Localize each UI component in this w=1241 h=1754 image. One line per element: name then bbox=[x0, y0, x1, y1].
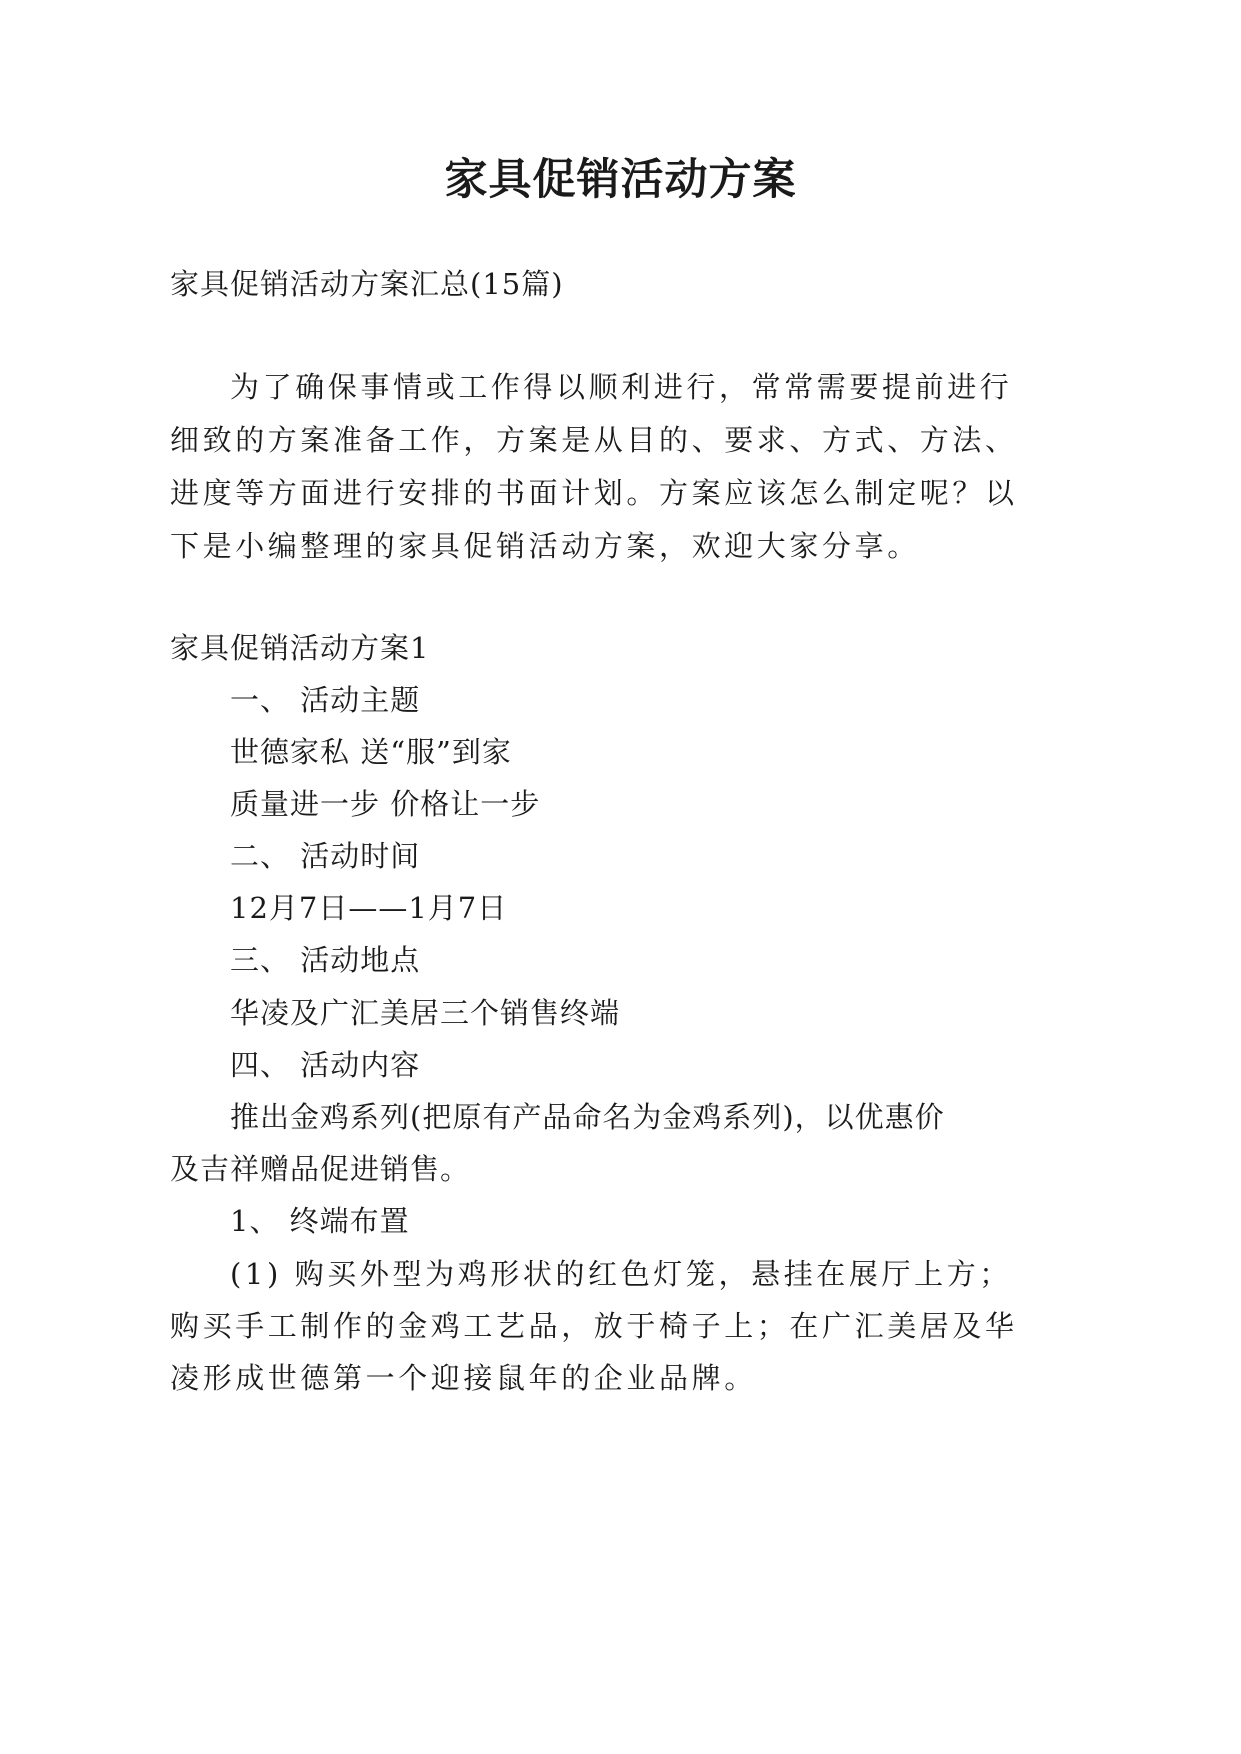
intro-line-3: 进度等方面进行安排的书面计划。方案应该怎么制定呢？以 bbox=[170, 476, 1018, 510]
theme-line-2: 质量进一步 价格让一步 bbox=[230, 787, 541, 821]
time-heading: 二、 活动时间 bbox=[230, 839, 421, 873]
intro-line-2: 细致的方案准备工作，方案是从目的、要求、方式、方法、 bbox=[170, 423, 1018, 457]
layout-heading: 1、 终端布置 bbox=[230, 1204, 410, 1238]
place-heading: 三、 活动地点 bbox=[230, 943, 421, 977]
layout-line-1: (1) 购买外型为鸡形状的红色灯笼，悬挂在展厅上方； bbox=[230, 1257, 1012, 1291]
section-heading: 家具促销活动方案1 bbox=[170, 631, 430, 665]
document-title: 家具促销活动方案 bbox=[444, 155, 797, 205]
time-value: 12月7日——1月7日 bbox=[230, 891, 508, 925]
document-subtitle: 家具促销活动方案汇总(15篇) bbox=[170, 267, 564, 301]
content-heading: 四、 活动内容 bbox=[230, 1048, 421, 1082]
layout-line-3: 凌形成世德第一个迎接鼠年的企业品牌。 bbox=[170, 1361, 757, 1395]
content-line-2: 及吉祥赠品促进销售。 bbox=[170, 1152, 471, 1186]
place-value: 华凌及广汇美居三个销售终端 bbox=[230, 996, 621, 1030]
theme-heading: 一、 活动主题 bbox=[230, 683, 421, 717]
theme-line-1: 世德家私 送“服”到家 bbox=[230, 735, 512, 769]
intro-line-4: 下是小编整理的家具促销活动方案，欢迎大家分享。 bbox=[170, 529, 920, 563]
intro-line-1: 为了确保事情或工作得以顺利进行，常常需要提前进行 bbox=[230, 370, 1013, 404]
layout-line-2: 购买手工制作的金鸡工艺品，放于椅子上；在广汇美居及华 bbox=[170, 1309, 1018, 1343]
content-line-1: 推出金鸡系列(把原有产品命名为金鸡系列)，以优惠价 bbox=[230, 1100, 945, 1134]
